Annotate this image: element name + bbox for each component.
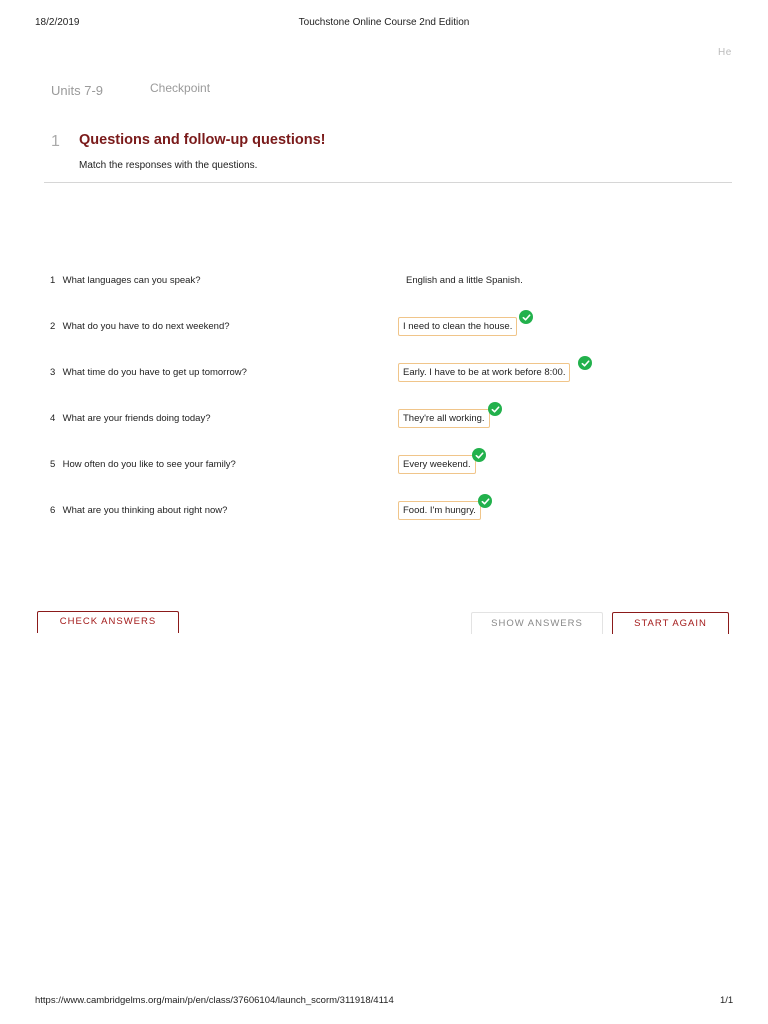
question-row xyxy=(50,459,236,470)
answer-slot[interactable] xyxy=(398,501,481,520)
question-row xyxy=(50,413,211,424)
question-text: What languages can you speak? xyxy=(62,275,201,286)
answer-text: I need to clean the house. xyxy=(403,321,513,332)
answer-text: Food. I'm hungry. xyxy=(403,505,476,516)
check-circle-icon xyxy=(519,310,533,324)
question-row xyxy=(50,275,200,286)
answer-slot[interactable] xyxy=(398,363,570,382)
exercise-number: 1 xyxy=(51,133,60,150)
question-text: What are your friends doing today? xyxy=(62,413,211,424)
answer-slot[interactable] xyxy=(398,317,517,336)
exercise-title: Questions and follow-up questions! xyxy=(79,132,326,148)
units-breadcrumb[interactable]: Units 7-9 xyxy=(51,83,104,98)
check-circle-icon xyxy=(488,402,502,416)
answer-text: They're all working. xyxy=(403,413,485,424)
question-row xyxy=(50,321,230,332)
check-circle-icon xyxy=(478,494,492,508)
check-circle-icon xyxy=(472,448,486,462)
checkpoint-tab[interactable]: Checkpoint xyxy=(150,81,211,95)
question-number: 1 xyxy=(50,275,56,286)
show-answers-button[interactable]: SHOW ANSWERS xyxy=(471,612,603,634)
answer-slot[interactable] xyxy=(398,455,476,474)
print-footer-page: 1/1 xyxy=(720,995,734,1006)
question-text: How often do you like to see your family? xyxy=(62,459,236,470)
question-text: What are you thinking about right now? xyxy=(62,505,228,516)
answer-slot[interactable]: English and a little Spanish. xyxy=(406,275,523,286)
question-number: 5 xyxy=(50,459,56,470)
check-circle-icon xyxy=(578,356,592,370)
question-number: 3 xyxy=(50,367,56,378)
question-number: 2 xyxy=(50,321,56,332)
question-row xyxy=(50,505,227,516)
exercise-instruction: Match the responses with the questions. xyxy=(79,160,258,171)
print-date: 18/2/2019 xyxy=(35,17,80,28)
divider xyxy=(44,182,732,183)
question-text: What do you have to do next weekend? xyxy=(62,321,230,332)
question-text: What time do you have to get up tomorrow? xyxy=(62,367,247,378)
start-again-button[interactable]: START AGAIN xyxy=(612,612,729,634)
help-link[interactable]: He xyxy=(718,47,732,58)
print-footer-url: https://www.cambridgelms.org/main/p/en/class/37606104/launch_scorm/311918/4114 xyxy=(35,995,394,1006)
question-number: 6 xyxy=(50,505,56,516)
question-row xyxy=(50,367,247,378)
answer-slot[interactable] xyxy=(398,409,490,428)
answer-text: Early. I have to be at work before 8:00. xyxy=(403,367,566,378)
answer-text: Every weekend. xyxy=(403,459,471,470)
check-answers-button[interactable]: CHECK ANSWERS xyxy=(37,611,179,633)
question-number: 4 xyxy=(50,413,56,424)
print-title: Touchstone Online Course 2nd Edition xyxy=(298,17,470,28)
